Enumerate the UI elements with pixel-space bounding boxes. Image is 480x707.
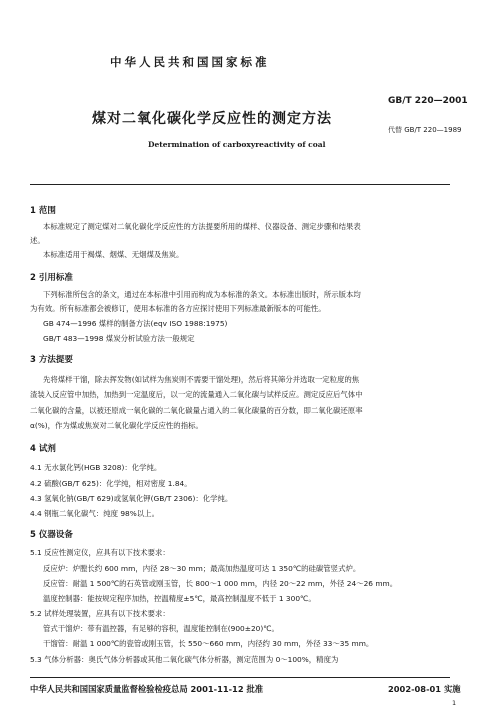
section-3-line-4: α(%)，作为煤或焦炭对二氧化碳化学反应性的指标。 bbox=[30, 421, 203, 430]
reagent-4-1: 4.1 无水氯化钙(HGB 3208)：化学纯。 bbox=[30, 463, 162, 472]
english-title: Determination of carboxyreactivity of coal bbox=[148, 140, 326, 149]
section-4-heading: 4 试剂 bbox=[30, 444, 56, 454]
equipment-5-1-controller: 温度控制器：能按规定程序加热，控温精度±5℃，最高控制温度不低于 1 300℃。 bbox=[43, 594, 316, 603]
section-1-para-1: 本标准规定了测定煤对二氧化碳化学反应性的方法提要所用的煤样、仪器设备、测定步骤和结果表 bbox=[43, 222, 361, 231]
section-1-heading: 1 范围 bbox=[30, 206, 56, 216]
section-1-para-1-cont: 述。 bbox=[30, 236, 45, 245]
replaces-note: 代替 GB/T 220—1989 bbox=[388, 126, 462, 134]
section-2-para-1-cont: 为有效。所有标准都会被修订，使用本标准的各方应探讨使用下列标准最新版本的可能性。 bbox=[30, 304, 326, 313]
reagent-4-3: 4.3 氢氧化钠(GB/T 629)或氢氧化钾(GB/T 2306)：化学纯。 bbox=[30, 494, 233, 503]
section-3-line-3: 二氧化碳的含量，以被还原成一氧化碳的二氧化碳量占通入的二氧化碳量的百分数，即二氧化碳还原率 bbox=[30, 406, 363, 415]
document-title: 煤对二氧化碳化学反应性的测定方法 bbox=[92, 111, 332, 127]
equipment-5-1: 5.1 反应性测定仪，应具有以下技术要求： bbox=[30, 548, 170, 557]
reference-gb483: GB/T 483—1998 煤炭分析试验方法一般规定 bbox=[43, 334, 195, 343]
section-3-line-2: 渣装入反应管中加热，加热到一定温度后，以一定的流量通入二氧化碳与试样反应。测定反应后气体中 bbox=[30, 390, 363, 399]
footer-divider bbox=[30, 677, 450, 678]
equipment-5-2: 5.2 试样处理装置，应具有以下技术要求： bbox=[30, 609, 170, 618]
section-1-para-2: 本标准适用于褐煤、烟煤、无烟煤及焦炭。 bbox=[43, 250, 184, 259]
header-divider bbox=[30, 184, 450, 185]
standard-title: 中华人民共和国国家标准 bbox=[110, 55, 270, 69]
page-number: 1 bbox=[452, 699, 457, 707]
reference-gb474: GB 474—1996 煤样的制备方法(eqv ISO 1988:1975) bbox=[43, 319, 228, 328]
section-2-heading: 2 引用标准 bbox=[30, 273, 73, 283]
equipment-5-1-tube: 反应管：耐温 1 500℃的石英管或刚玉管，长 800～1 000 mm，内径 20～22 mm，外径 24～26 mm。 bbox=[43, 579, 398, 588]
equipment-5-1-furnace: 反应炉：炉膛长约 600 mm，内径 28～30 mm；最高加热温度可达 1 350℃的硅碳管竖式炉。 bbox=[43, 564, 361, 573]
reagent-4-4: 4.4 钢瓶二氧化碳气：纯度 98%以上。 bbox=[30, 509, 159, 518]
equipment-5-2-tube: 干馏管：耐温 1 000℃的瓷管或刚玉管，长 550～660 mm，内径约 30 mm，外径 33～35 mm。 bbox=[43, 639, 374, 648]
section-5-heading: 5 仪器设备 bbox=[30, 530, 73, 540]
reagent-4-2: 4.2 硫酸(GB/T 625)：化学纯，相对密度 1.84。 bbox=[30, 479, 192, 488]
section-3-line-1: 先将煤样干馏，除去挥发物(如试样为焦炭则不需要干馏处理)，然后将其筛分并选取一定粒度的焦 bbox=[43, 375, 360, 384]
section-3-heading: 3 方法提要 bbox=[30, 355, 73, 365]
effective-date: 2002-08-01 实施 bbox=[388, 684, 461, 694]
standard-code: GB/T 220—2001 bbox=[388, 96, 468, 106]
equipment-5-3: 5.3 气体分析器：奥氏气体分析器或其他二氧化碳气体分析器，测定范围为 0～100%，精度为 bbox=[30, 655, 339, 664]
equipment-5-2-furnace: 管式干馏炉：带有温控器，有足够的容积，温度能控制在(900±20)℃。 bbox=[43, 624, 279, 633]
approval-line: 中华人民共和国国家质量监督检验检疫总局 2001-11-12 批准 bbox=[30, 684, 264, 694]
section-2-para-1: 下列标准所包含的条文，通过在本标准中引用而构成为本标准的条文。本标准出版时，所示版本均 bbox=[43, 290, 361, 299]
